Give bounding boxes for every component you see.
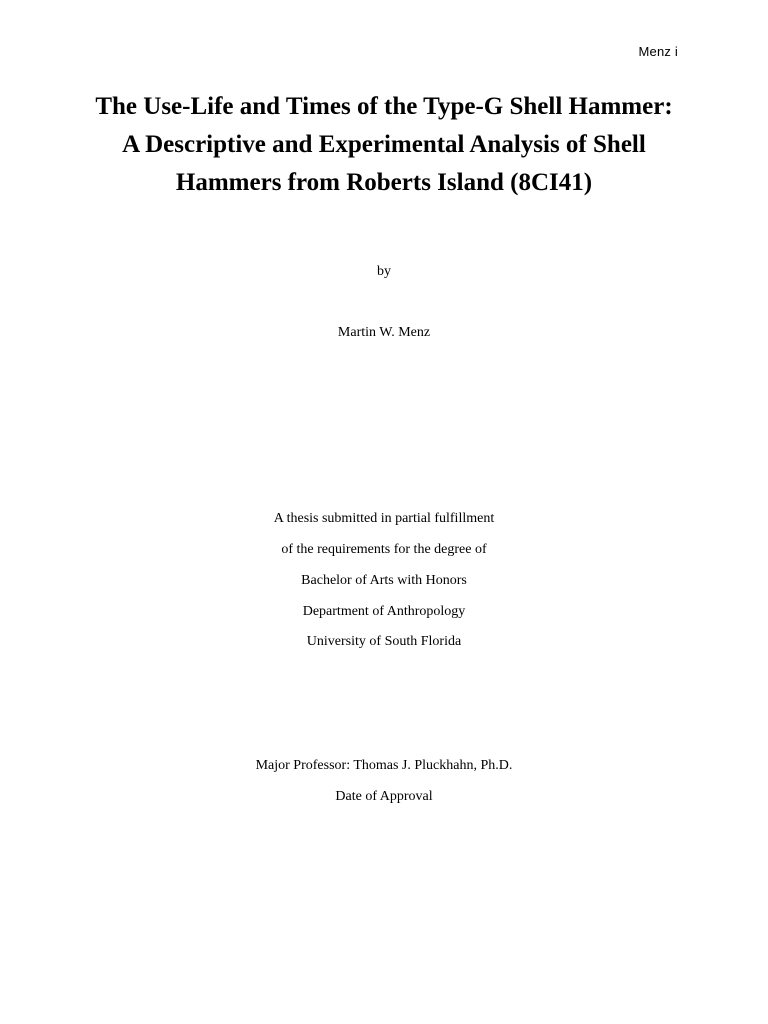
submission-line-2: of the requirements for the degree of xyxy=(281,542,487,557)
university-line: University of South Florida xyxy=(306,634,462,649)
degree-line: Bachelor of Arts with Honors xyxy=(301,573,467,588)
date-of-approval: Date of Approval xyxy=(335,789,433,804)
department-line: Department of Anthropology xyxy=(302,604,466,619)
major-professor: Major Professor: Thomas J. Pluckhahn, Ph.D. xyxy=(255,758,513,773)
title-line-1: The Use-Life and Times of the Type-G Shell Hammer: xyxy=(95,93,673,120)
title-line-3: Hammers from Roberts Island (8CI41) xyxy=(175,169,593,196)
author-name: Martin W. Menz xyxy=(337,325,431,340)
by-label: by xyxy=(377,264,391,279)
title-line-2: A Descriptive and Experimental Analysis of Shell xyxy=(122,131,646,158)
submission-line-1: A thesis submitted in partial fulfillment xyxy=(273,511,495,526)
running-head: Menz i xyxy=(638,44,678,59)
thesis-title xyxy=(60,88,708,202)
